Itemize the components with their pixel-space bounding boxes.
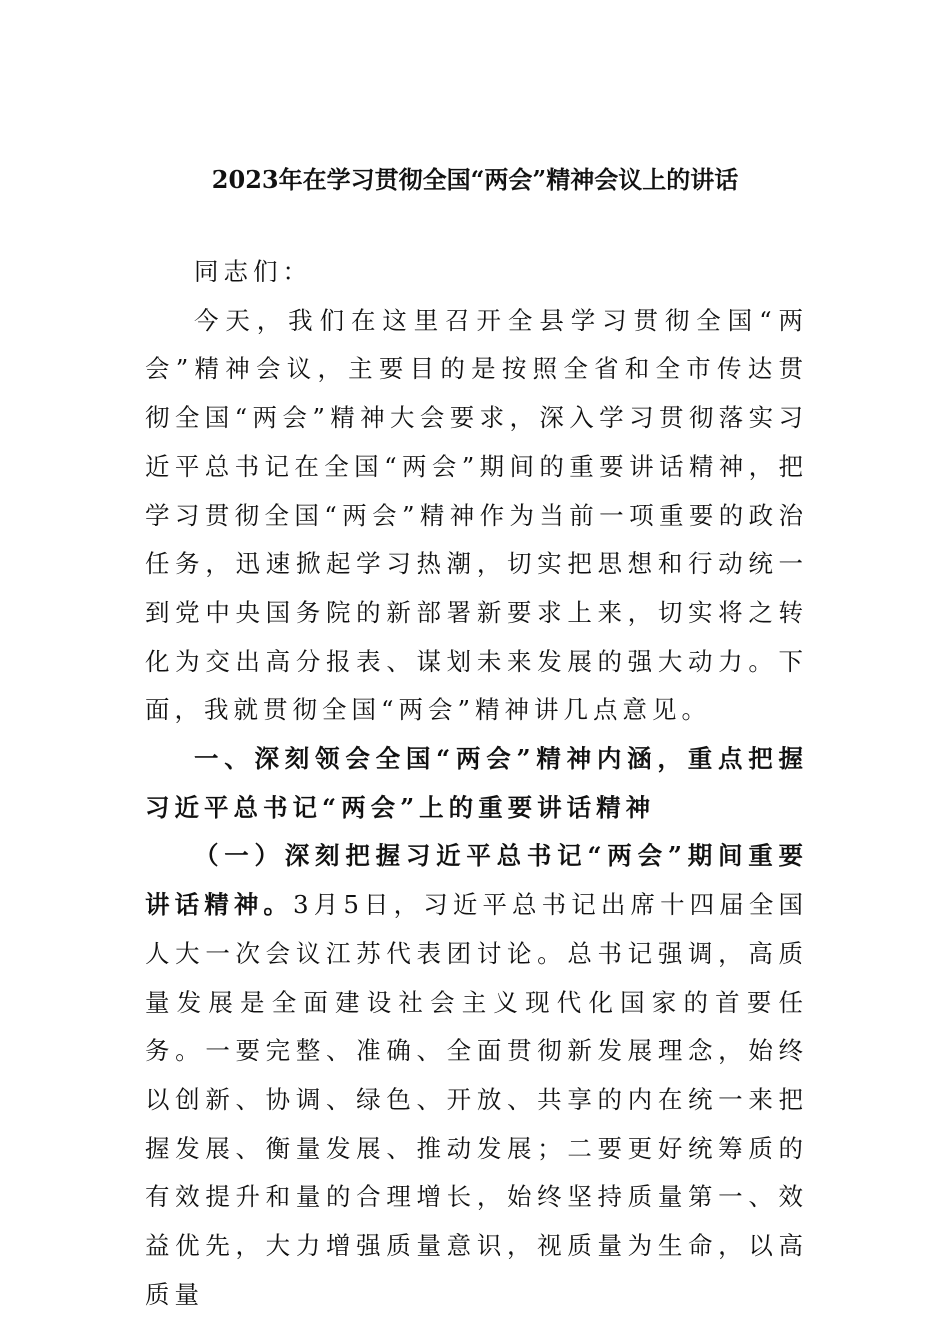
document-body <box>145 248 808 1319</box>
section-heading-1: 一、深刻领会全国“两会”精神内涵，重点把握习近平总书记“两会”上的重要讲话精神 <box>145 744 808 822</box>
intro-paragraph: 今天，我们在这里召开全县学习贯彻全国“两会”精神会议，主要目的是按照全省和全市传达贯彻全国“两会”精神大会要求，深入学习贯彻落实习近平总书记在全国“两会”期间的重要讲话精神，把学习贯彻全国“两会”精神作为当前一项重要的政治任务，迅速掀起学习热潮，切实把思想和行动统一到党中央国务院的新部署新要求上来，切实将之转化为交出高分报表、谋划未来发展的强大动力。下面，我就贯彻全国“两会”精神讲几点意见。 <box>145 305 808 725</box>
subsection-heading-1: （一）深刻把握习近平总书记“两会”期间重要讲话精神。 <box>145 841 808 920</box>
subsection-paragraph-1 <box>145 832 808 1319</box>
document-title: 2023年在学习贯彻全国“两会”精神会议上的讲话 <box>211 165 739 194</box>
salutation: 同志们： <box>194 257 312 286</box>
subsection-body-1: 3月5日，习近平总书记出席十四届全国人大一次会议江苏代表团讨论。总书记强调，高质量发展是全面建设社会主义现代化国家的首要任务。一要完整、准确、全面贯彻新发展理念，始终以创新、协调、绿色、开放、共享的内在统一来把握发展、衡量发展、推动发展；二要更好统筹质的有效提升和量的合理增长，始终坚持质量第一、效益优先，大力增强质量意识，视质量为生命，以高质量 <box>145 890 808 1309</box>
